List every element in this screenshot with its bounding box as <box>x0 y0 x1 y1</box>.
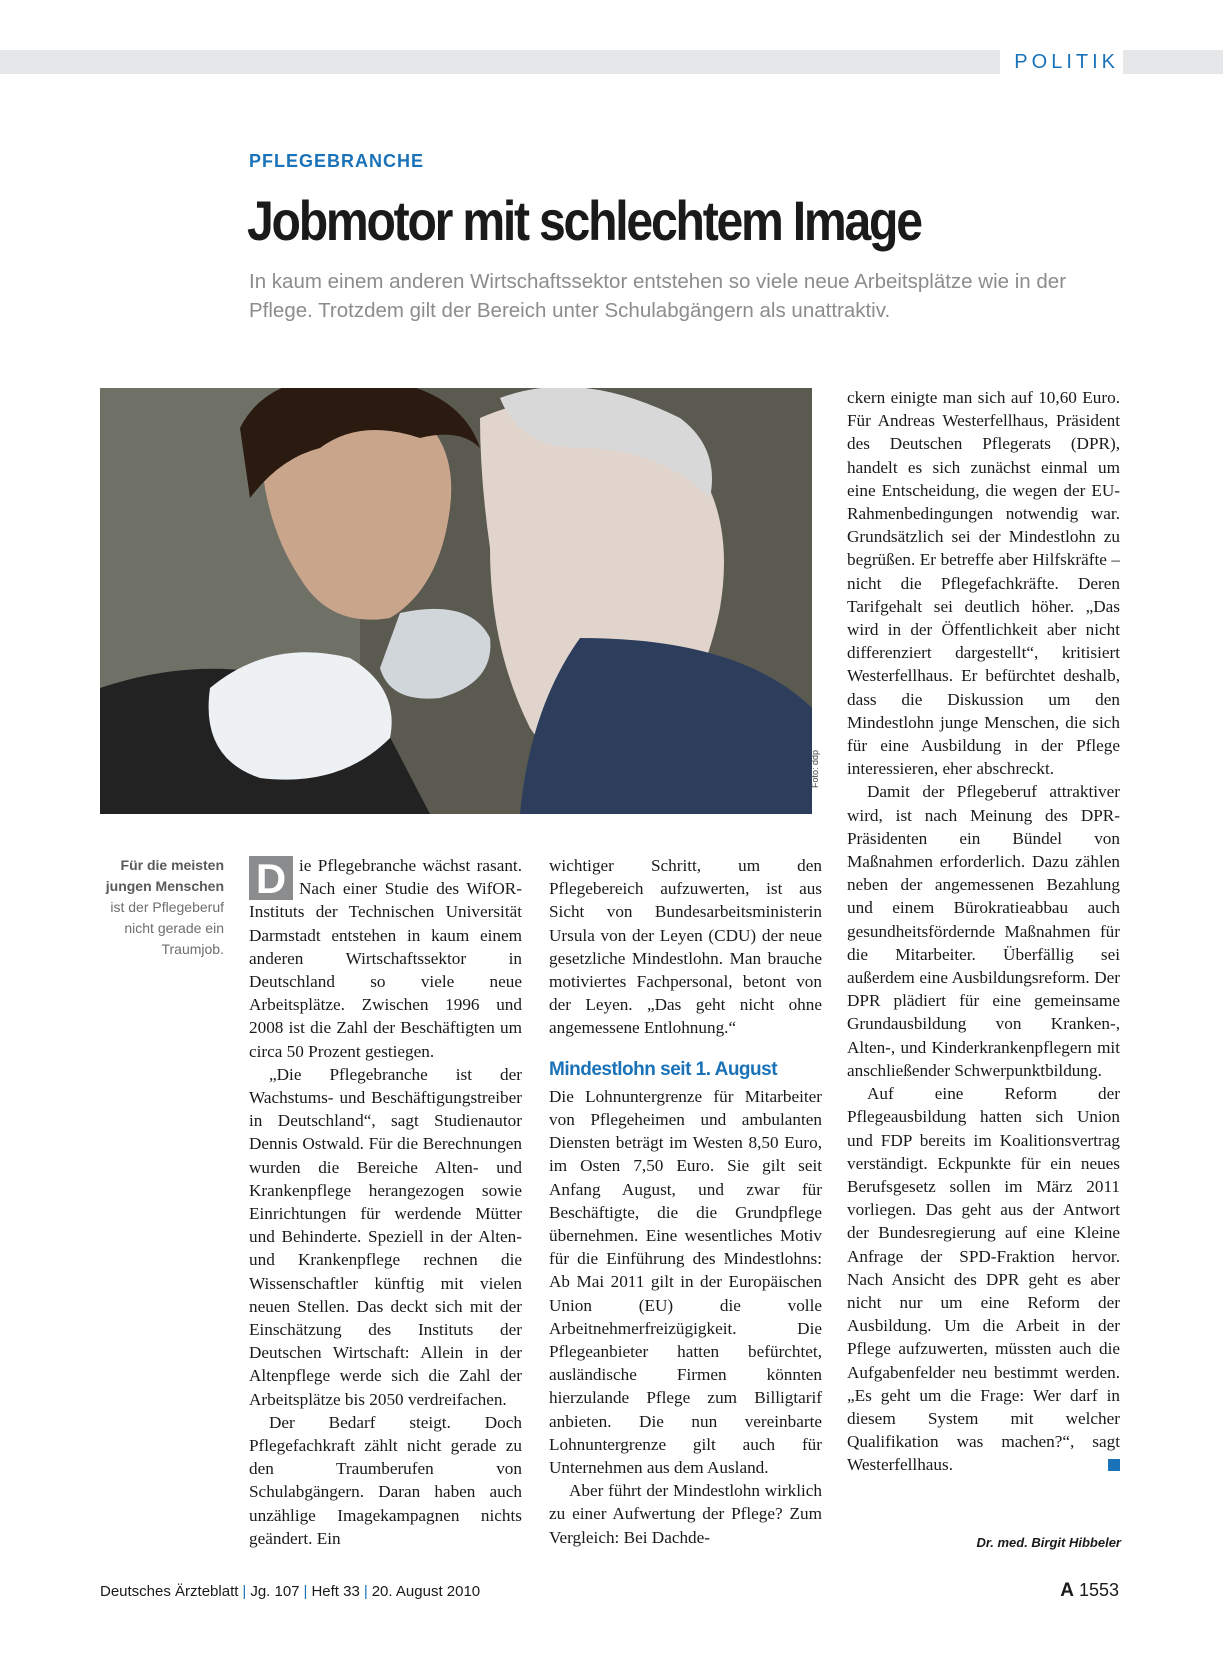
paragraph: „Die Pflegebranche ist der Wachstums- und Beschäftigungstreiber in Deutschland“, sagt Studienautor Dennis Ostwald. Für die Berechnungen wurden die Bereiche Alten- und Krankenpflege herangezogen sowie Einrichtungen für werdende Mütter und Behinderte. Speziell in der Alten- und Krankenpflege rechnen die Wissenschaftler künftig mit vielen neuen Stellen. Das deckt sich mit der Einschätzung des Instituts der Deutschen Wirtschaft: Allein in der Altenpflege werde sich die Zahl der Arbeitsplätze bis 2050 verdreifachen. <box>249 1064 522 1409</box>
photo-credit: Foto: ddp <box>810 749 820 788</box>
divider: | <box>242 1583 247 1600</box>
page-number-value: 1553 <box>1078 1580 1119 1600</box>
article-kicker: PFLEGEBRANCHE <box>249 151 425 171</box>
paragraph <box>847 1082 1120 1476</box>
article-headline: Jobmotor mit schlechtem Image <box>247 189 921 252</box>
paragraph: Die Lohnuntergrenze für Mitarbeiter von Pflegeheimen und ambulanten Diensten beträgt im Westen 8,50 Euro, im Osten 7,50 Euro. Sie gilt seit Anfang August, und zwar für Beschäftigte, die die Grundpflege übernehmen. Eine wesentliches Motiv für die Einführung des Mindestlohns: Ab Mai 2011 gilt in der Europäischen Union (EU) die volle Arbeitnehmerfreizügigkeit. Die Pflegeanbieter hatten befürchtet, ausländische Firmen könnten hierzulande Pflege zum Billigtarif anbieten. Die nun vereinbarte Lohnuntergrenze gilt auch für Unternehmen aus dem Ausland. <box>549 1086 822 1478</box>
journal-name: Deutsches Ärzteblatt <box>100 1583 239 1600</box>
page-number <box>1060 1580 1119 1602</box>
caption-bold: Für die meisten jungen Menschen <box>105 857 224 894</box>
article-lead: In kaum einem anderen Wirtschaftssektor entstehen so viele neue Arbeitsplätze wie in der Pflege. Trotzdem gilt der Bereich unter Schulabgängern als unattraktiv. <box>249 270 1067 322</box>
paragraph <box>249 854 522 1063</box>
article-column-2 <box>549 854 822 1549</box>
article-subhead: Mindestlohn seit 1. August <box>549 1058 778 1080</box>
article-column-1 <box>249 854 522 1550</box>
divider: | <box>303 1583 308 1600</box>
paragraph: ckern einigte man sich auf 10,60 Euro. Für Andreas Westerfellhaus, Präsident des Deutschen Pflegerats (DPR), handelt es sich zunächst einmal um eine Entscheidung, die wegen der EU-Rahmenbedingungen notwendig war. Grundsätzlich sei der Mindestlohn zu begrüßen. Er betreffe aber Hilfskräfte – nicht die Pflegefachkräfte. Deren Tarifgehalt sei deutlich höher. „Das wird in der Öffentlichkeit aber nicht differenziert dargestellt“, kritisiert Westerfellhaus. Er befürchtet deshalb, dass die Diskussion um den Mindestlohn junge Menschen, die sich für eine Ausbildung in der Pflege interessieren, eher abschreckt. <box>847 388 1120 779</box>
article-author: Dr. med. Birgit Hibbeler <box>976 1535 1121 1550</box>
footer-citation <box>100 1583 480 1600</box>
paragraph: wichtiger Schritt, um den Pflegebereich aufzuwerten, ist aus Sicht von Bundesarbeitsministerin Ursula von der Leyen (CDU) der neue gesetzliche Mindestlohn. Man brauche motiviertes Fachpersonal, betont von der Leyen. „Das geht nicht ohne angemessene Entlohnung.“ <box>549 856 822 1038</box>
page-prefix: A <box>1060 1580 1074 1601</box>
paragraph-text: ie Pflegebranche wächst rasant. Nach einer Studie des WifOR-Instituts der Technischen Universität Darmstadt entstehen in kaum einem anderen Wirtschaftssektor in Deutschland so viele neue Arbeitsplätze. Zwischen 1996 und 2008 ist die Zahl der Beschäftigten um circa 50 Prozent gestiegen. <box>249 856 522 1061</box>
paragraph-text: Auf eine Reform der Pflegeausbildung hatten sich Union und FDP bereits im Koalitionsvertrag verständigt. Eckpunkte für ein neues Berufsgesetz sollen im März 2011 vorliegen. Das geht aus der Antwort der Bundesregierung auf eine Kleine Anfrage der SPD-Fraktion hervor. Nach Ansicht des DPR geht es aber nicht nur um eine Reform der Ausbildung. Um die Arbeit in der Pflege aufzuwerten, müssten auch die Aufgabenfelder neu bestimmt werden. „Es geht um die Frage: Wer darf in diesem System mit welcher Qualifikation was machen?“, sagt Westerfellhaus. <box>847 1084 1120 1475</box>
end-mark-icon <box>1108 1459 1120 1471</box>
paragraph: Damit der Pflegeberuf attraktiver wird, ist nach Meinung des DPR-Präsidenten ein Bündel von Maßnahmen erforderlich. Dazu zählen neben der angemessenen Bezahlung und einem Bürokratieabbau auch gesundheitsfördernde Maßnahmen für die Mitarbeiter. Überfällig sei außerdem eine Ausbildungsreform. Der DPR plädiert für eine gemeinsame Grundausbildung von Kranken-, Alten-, und Kinderkrankenpflegern mit anschließender Schwerpunktbildung. <box>847 782 1120 1080</box>
volume: Jg. 107 <box>250 1583 300 1600</box>
section-label: POLITIK <box>1000 49 1123 75</box>
photo-caption <box>100 855 224 960</box>
divider: | <box>363 1583 368 1600</box>
issue: Heft 33 <box>311 1583 360 1600</box>
caption-text: ist der Pflegeberuf nicht gerade ein Traumjob. <box>110 899 224 957</box>
photo-illustration <box>100 388 812 814</box>
article-column-3 <box>847 386 1120 1477</box>
article-photo <box>100 388 812 814</box>
dropcap: D <box>249 856 293 900</box>
issue-date: 20. August 2010 <box>371 1583 481 1600</box>
paragraph: Aber führt der Mindestlohn wirklich zu einer Aufwertung der Pflege? Zum Vergleich: Bei Dachde- <box>549 1481 822 1547</box>
paragraph: Der Bedarf steigt. Doch Pflegefachkraft zählt nicht gerade zu den Traumberufen von Schulabgängern. Daran haben auch unzählige Imagekampagnen nichts geändert. Ein <box>249 1412 522 1548</box>
